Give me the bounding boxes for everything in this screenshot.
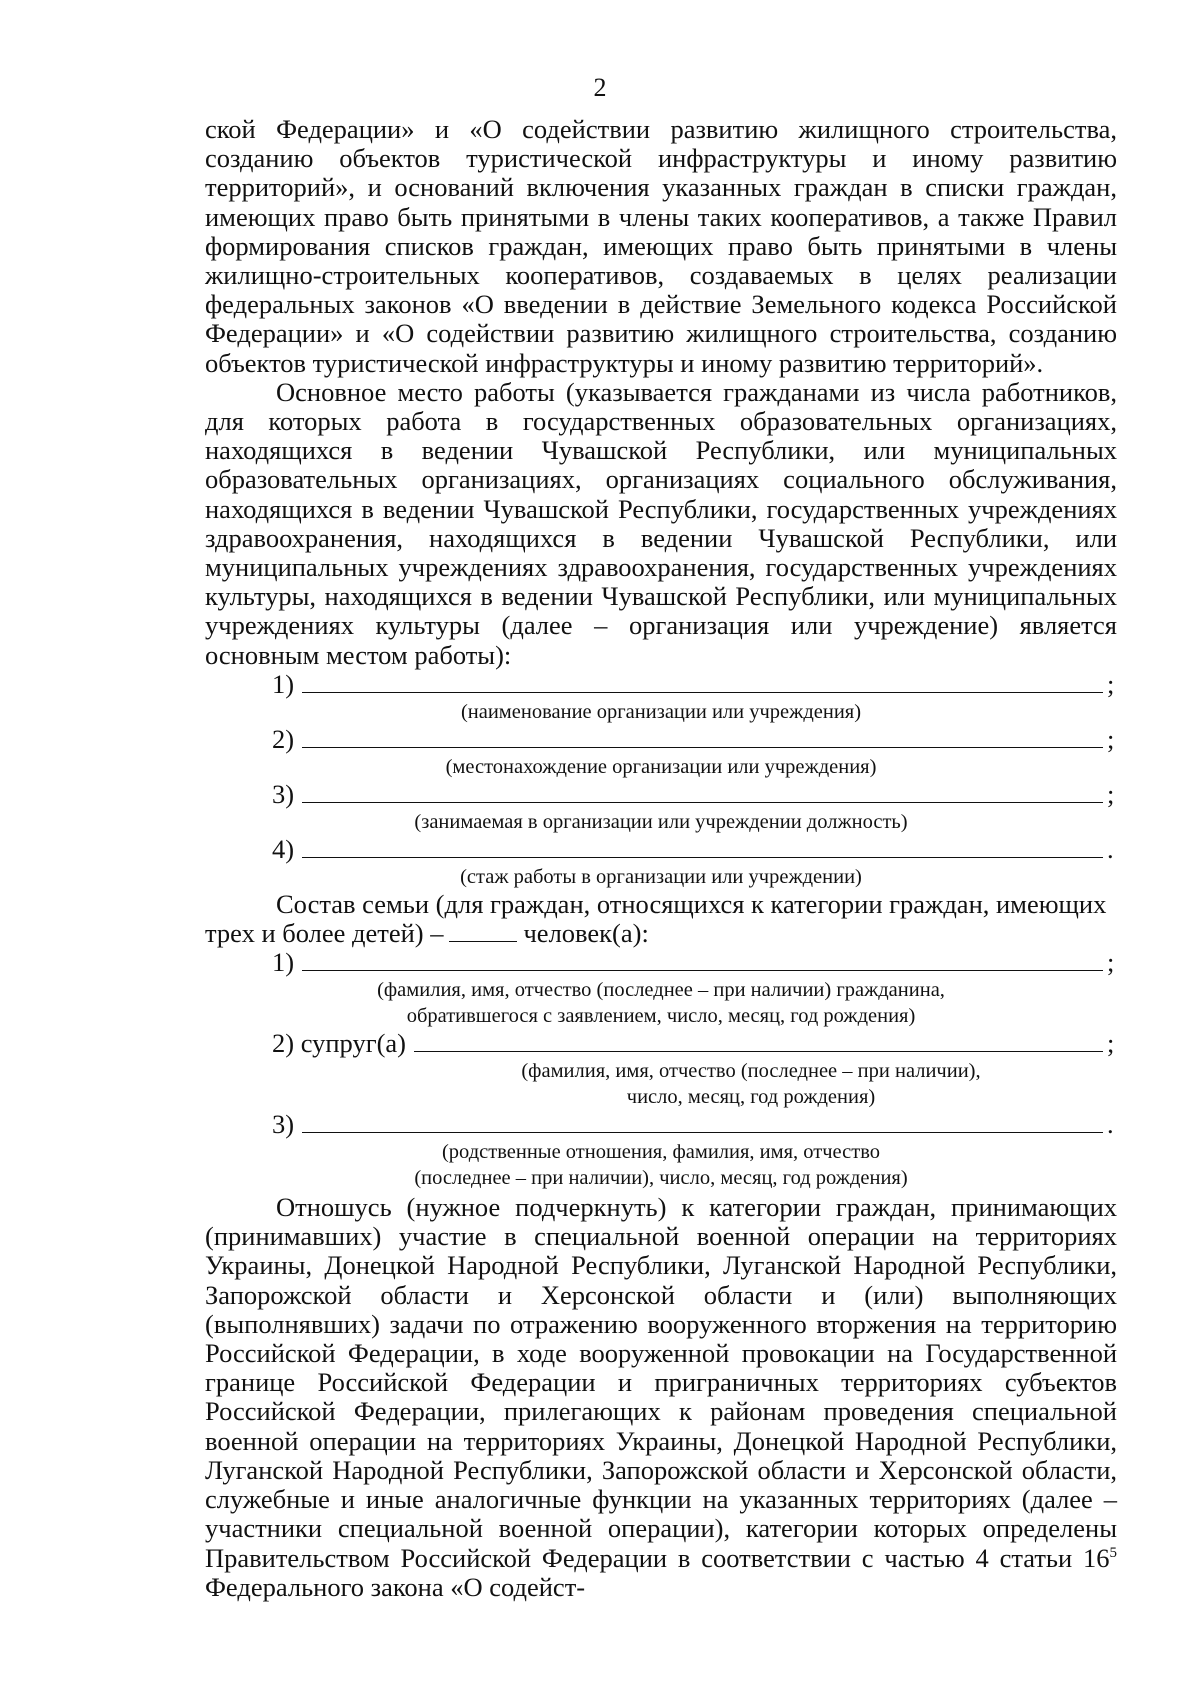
field-caption-line-1: (родственные отношения, фамилия, имя, отчество	[441, 1141, 881, 1164]
work-field-3	[205, 780, 1117, 835]
blank-line-relative[interactable]	[302, 1112, 1103, 1133]
field-caption: (стаж работы в организации или учреждении)	[460, 865, 862, 888]
field-number: 4)	[272, 833, 295, 864]
work-field-1	[205, 670, 1117, 725]
blank-line-position[interactable]	[302, 782, 1103, 803]
field-end-mark: ;	[1107, 947, 1115, 978]
blank-line-organization-name[interactable]	[302, 672, 1103, 693]
field-caption-line-2: обратившегося с заявлением, число, месяц, год рождения)	[406, 1005, 916, 1028]
paragraph-work-place: Основное место работы (указывается гражданами из числа работников, для которых работа в государственных образовательных организациях, находящихся в ведении Чувашской Республики, или муниципальных образовательных организациях, организациях социального обслуживания, находящихся в ведении Чувашской Республики, государственных учреждениях здравоохранения, находящихся в ведении Чувашской Республики, или муниципальных учреждениях здравоохранения, государственных учреждениях культуры, находящихся в ведении Чувашской Республики, или муниципальных учреждениях культуры (далее – организация или учреждение) является основным местом работы):	[205, 376, 1117, 670]
field-caption: (наименование организации или учреждения)	[460, 700, 862, 723]
field-caption-line-2: (последнее – при наличии), число, месяц, год рождения)	[414, 1167, 908, 1190]
field-caption-line-1: (фамилия, имя, отчество (последнее – при наличии) гражданина,	[377, 979, 945, 1002]
family-line-2	[205, 919, 1117, 948]
field-number: 1)	[272, 947, 295, 978]
paragraph-svo-main: Отношусь (нужное подчеркнуть) к категории граждан, принимающих (принимавших) участие в специальной военной операции на территориях Украины, Донецкой Народной Республики, Луганской Народной Республики, Запорожской области и Херсонской области и (или) выполняющих (выполнявших) задачи по отражению вооруженного вторжения на территорию Российской Федерации, в ходе вооруженной провокации на Государственной границе Российской Федерации и приграничных территориях субъектов Российской Федерации, прилегающих к районам проведения специальной военной операции на территориях Украины, Донецкой Народной Республики, Луганской Народной Республики, Запорожской области и Херсонской области, служебные и иные аналогичные функции на указанных территориях (далее – участники специальной военной операции), категории которых определены Правительством Российской Федерации в соответствии с частью 4 статьи 16	[205, 1192, 1117, 1573]
field-caption-line-1: (фамилия, имя, отчество (последнее – при наличии),	[521, 1060, 981, 1083]
page-number: 2	[593, 73, 607, 102]
field-end-mark: .	[1107, 1109, 1114, 1140]
blank-line-applicant[interactable]	[302, 950, 1103, 971]
field-end-mark: ;	[1107, 668, 1115, 699]
family-line-1: Состав семьи (для граждан, относящихся к категории граждан, имеющих	[276, 888, 1107, 919]
field-end-mark: ;	[1107, 723, 1115, 754]
blank-line-spouse[interactable]	[414, 1031, 1103, 1052]
field-caption-line-2: число, месяц, год рождения)	[626, 1086, 876, 1109]
field-number: 1)	[272, 668, 295, 699]
blank-line-organization-location[interactable]	[302, 727, 1103, 748]
blank-family-count[interactable]	[449, 921, 517, 942]
document-body	[205, 115, 1117, 1602]
field-end-mark: .	[1107, 833, 1114, 864]
work-field-2	[205, 725, 1117, 780]
work-field-4	[205, 835, 1117, 890]
blank-line-work-experience[interactable]	[302, 837, 1103, 858]
field-number: 3)	[272, 778, 295, 809]
article-superscript: 5	[1109, 1544, 1117, 1561]
field-number: 2)	[272, 723, 295, 754]
field-caption: (местонахождение организации или учреждения)	[445, 755, 877, 778]
field-end-mark: ;	[1107, 778, 1115, 809]
family-field-1	[205, 948, 1117, 1029]
family-prefix: трех и более детей) –	[205, 918, 444, 949]
family-field-2	[205, 1029, 1117, 1110]
family-field-3	[205, 1110, 1117, 1191]
field-end-mark: ;	[1107, 1028, 1115, 1059]
field-caption: (занимаемая в организации или учреждении должность)	[414, 810, 908, 833]
paragraph-svo-tail: Федерального закона «О содейст-	[205, 1571, 586, 1602]
field-number: 3)	[272, 1109, 295, 1140]
field-number: 2) супруг(а)	[272, 1028, 406, 1059]
paragraph-svo	[205, 1193, 1117, 1602]
paragraph-intro: ской Федерации» и «О содействии развитию жилищного строительства, созданию объектов туристической инфраструктуры и иному развитию территорий», и оснований включения указанных граждан в списки граждан, имеющих право быть принятыми в члены таких кооперативов, а также Правил формирования списков граждан, имеющих право быть принятыми в члены жилищно-строительных кооперативов, создаваемых в целях реализации федеральных законов «О введении в действие Земельного кодекса Российской Федерации» и «О содействии развитию жилищного строительства, созданию объектов туристической инфраструктуры и иному развитию территорий».	[205, 114, 1117, 378]
family-suffix: человек(а):	[523, 918, 649, 949]
